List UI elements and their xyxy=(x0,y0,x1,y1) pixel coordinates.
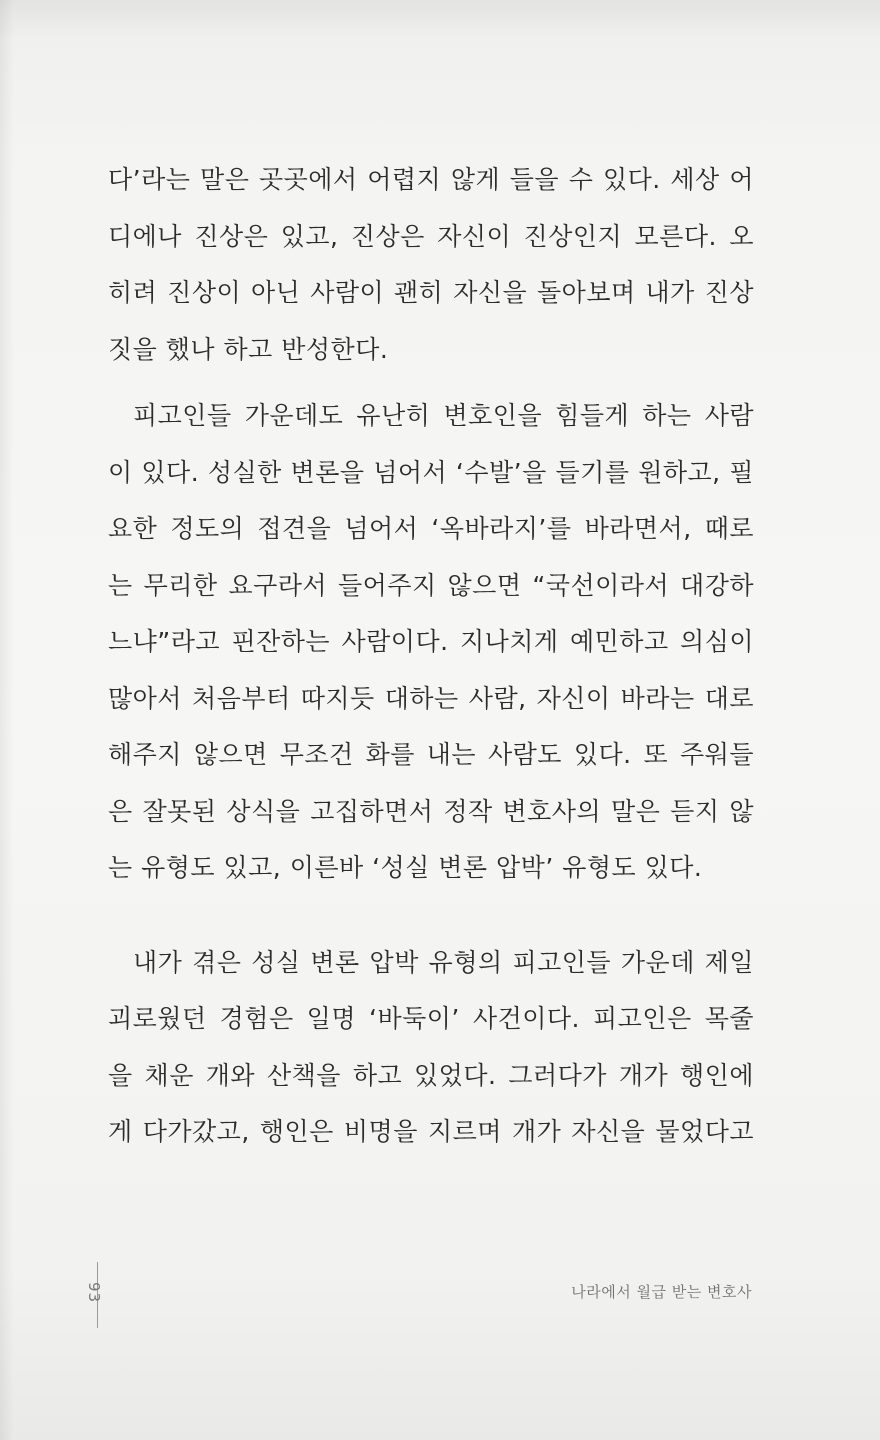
text-line: 피고인들 가운데도 유난히 변호인을 힘들게 하는 사람 xyxy=(133,401,754,430)
text-line: 이 있다. 성실한 변론을 넘어서 ‘수발’을 들기를 원하고, 필 xyxy=(108,457,754,487)
text-line: 느냐”라고 핀잔하는 사람이다. 지나치게 예민하고 의심이 xyxy=(108,627,754,656)
text-line: 요한 정도의 접견을 넘어서 ‘옥바라지’를 바라면서, 때로 xyxy=(108,514,754,543)
text-line: 게 다가갔고, 행인은 비명을 지르며 개가 자신을 물었다고 xyxy=(108,1117,754,1146)
running-title: 나라에서 월급 받는 변호사 xyxy=(571,1283,752,1301)
text-line: 디에나 진상은 있고, 진상은 자신이 진상인지 모른다. 오 xyxy=(108,221,754,251)
text-line: 을 채운 개와 산책을 하고 있었다. 그러다가 개가 행인에 xyxy=(108,1060,754,1090)
text-line: 해주지 않으면 무조건 화를 내는 사람도 있다. 또 주워들 xyxy=(108,740,754,769)
paragraph-gap xyxy=(108,378,754,388)
text-line: 은 잘못된 상식을 고집하면서 정작 변호사의 말은 듣지 않 xyxy=(108,796,754,826)
text-line: 히려 진상이 아닌 사람이 괜히 자신을 돌아보며 내가 진상 xyxy=(108,278,754,307)
page-edge-shadow xyxy=(0,0,14,1440)
body-text xyxy=(108,152,754,1161)
page-top-shadow xyxy=(0,0,880,40)
text-line: 괴로웠던 경험은 일명 ‘바둑이’ 사건이다. 피고인은 목줄 xyxy=(108,1004,754,1033)
text-line: 는 유형도 있고, 이른바 ‘성실 변론 압박’ 유형도 있다. xyxy=(108,853,703,882)
text-line: 많아서 처음부터 따지듯 대하는 사람, 자신이 바라는 대로 xyxy=(108,683,754,713)
text-line: 내가 겪은 성실 변론 압박 유형의 피고인들 가운데 제일 xyxy=(133,947,754,977)
text-line: 는 무리한 요구라서 들어주지 않으면 “국선이라서 대강하 xyxy=(108,570,754,600)
text-line: 다’라는 말은 곳곳에서 어렵지 않게 들을 수 있다. 세상 어 xyxy=(108,165,754,194)
text-line: 짓을 했나 하고 반성한다. xyxy=(108,334,389,364)
section-gap xyxy=(108,897,754,935)
page-number: 93 xyxy=(85,1282,103,1304)
